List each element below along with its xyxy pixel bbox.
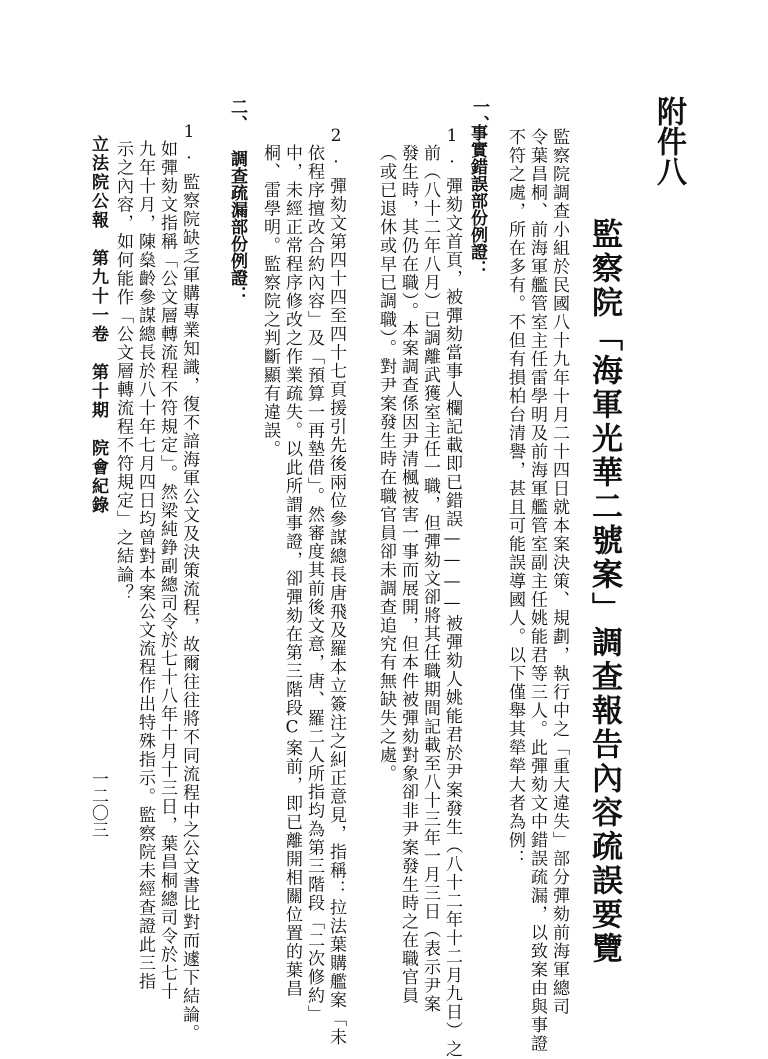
item-line bbox=[375, 126, 397, 1059]
intro-line: 監察院調查小組於民國八十九年十月二十四日就本案決策、規劃，執行中之「重大違失」部分彈劾前海軍總司 bbox=[549, 128, 569, 1016]
item-text: （或已退休或早已調職）。對尹案發生時在職官員卻未調查追究有無缺失之處。 bbox=[376, 144, 396, 783]
item-number: 1. bbox=[442, 126, 462, 169]
item-number: 1. bbox=[179, 122, 199, 165]
item-text: 依程序擅改合約內容」及「預算一再墊借」。然審度其前後文意，唐、羅二人所指均為第三階段「二次修約」 bbox=[304, 144, 324, 1024]
item-text: 彈劾文第四十四至四十七頁援引先後兩位參謀總長唐飛及羅本立簽注之糾正意見，指稱：拉法葉購艦案「未 bbox=[326, 177, 346, 1047]
page-title: 監察院「海軍光華二號案」調查報告內容疏誤要覽 bbox=[586, 218, 622, 966]
section-1-number: 一、 bbox=[469, 98, 489, 132]
section-2-heading: 調查疏漏部份例證： bbox=[227, 150, 247, 303]
item-line bbox=[134, 122, 156, 1043]
item-line bbox=[156, 122, 178, 1043]
page-number: 一二〇三 bbox=[88, 770, 108, 838]
intro-line: 不符之處，所在多有。不但有損柏台清譽，甚且可能誤導國人。以下僅舉其犖犖大者為例： bbox=[505, 128, 525, 868]
attachment-label: 附件八 bbox=[651, 96, 686, 186]
item-text: 示之內容，如何能作「公文層轉流程不符規定」之結論？ bbox=[113, 140, 133, 603]
item-line bbox=[325, 126, 347, 1047]
item-line bbox=[303, 126, 325, 1047]
item-text: 監察院缺乏軍購專業知識，復不諳海軍公文及決策流程，故爾往往將不同流程中之公文書比對而遽下結論。 bbox=[179, 173, 199, 1043]
item-text: 發生時，其仍在職）。本案調查係因尹清楓被害一事而展開，但本件被彈劾對象卻非尹案發生時之在職官員 bbox=[398, 144, 418, 1005]
item-1-paragraph bbox=[371, 126, 463, 1059]
item-text: 彈劾文首頁，被彈劾當事人欄記載即已錯誤————被彈劾人姚能君於尹案發生（八十二年十二月九日）之 bbox=[442, 177, 462, 1059]
section-1-heading: 事實錯誤部份例證： bbox=[467, 124, 487, 277]
item-text: 如彈劾文指稱「公文層轉流程不符規定」。然梁純錚副總司令於七十八年十月十三日，葉昌桐總司令於七十 bbox=[157, 140, 177, 1001]
item-2-paragraph bbox=[255, 126, 347, 1047]
item-text: 桐、雷學明。監察院之判斷顯有違誤。 bbox=[260, 144, 280, 459]
section-2-number: 二、 bbox=[227, 98, 247, 132]
item-line bbox=[441, 126, 463, 1059]
item-number: 2. bbox=[326, 126, 346, 169]
item-text: 前（八十二年八月）已調離武獲室主任一職，但彈劾文卻將其任職期間記載至八十三年一月三日（表示尹案 bbox=[420, 144, 440, 1014]
item-line bbox=[419, 126, 441, 1059]
item-line bbox=[281, 126, 303, 1047]
intro-line: 令葉昌桐、前海軍艦管室主任雷學明及前海軍艦管室副主任姚能君等三人。此彈劾文中錯誤疏漏，以致案由與事證 bbox=[527, 128, 547, 1053]
item-text: 九年十月，陳燊齡參謀總長於八十年七月四日均曾對本案公文流程作出特殊指示。監察院未經查證此三指 bbox=[135, 140, 155, 991]
item-line bbox=[397, 126, 419, 1059]
publication-footer: 立法院公報 第九十一卷 第十期 院會紀錄 bbox=[88, 135, 108, 515]
item-text: 中，未經正常程序修改之作業疏失。以此所謂事證，卻彈劾在第三階段C案前，即已離開相關位置的葉昌 bbox=[282, 144, 302, 998]
item-line bbox=[259, 126, 281, 1047]
item-line bbox=[178, 122, 200, 1043]
item-3-paragraph bbox=[108, 122, 200, 1043]
intro-paragraph bbox=[500, 128, 570, 1053]
item-line bbox=[112, 122, 134, 1043]
